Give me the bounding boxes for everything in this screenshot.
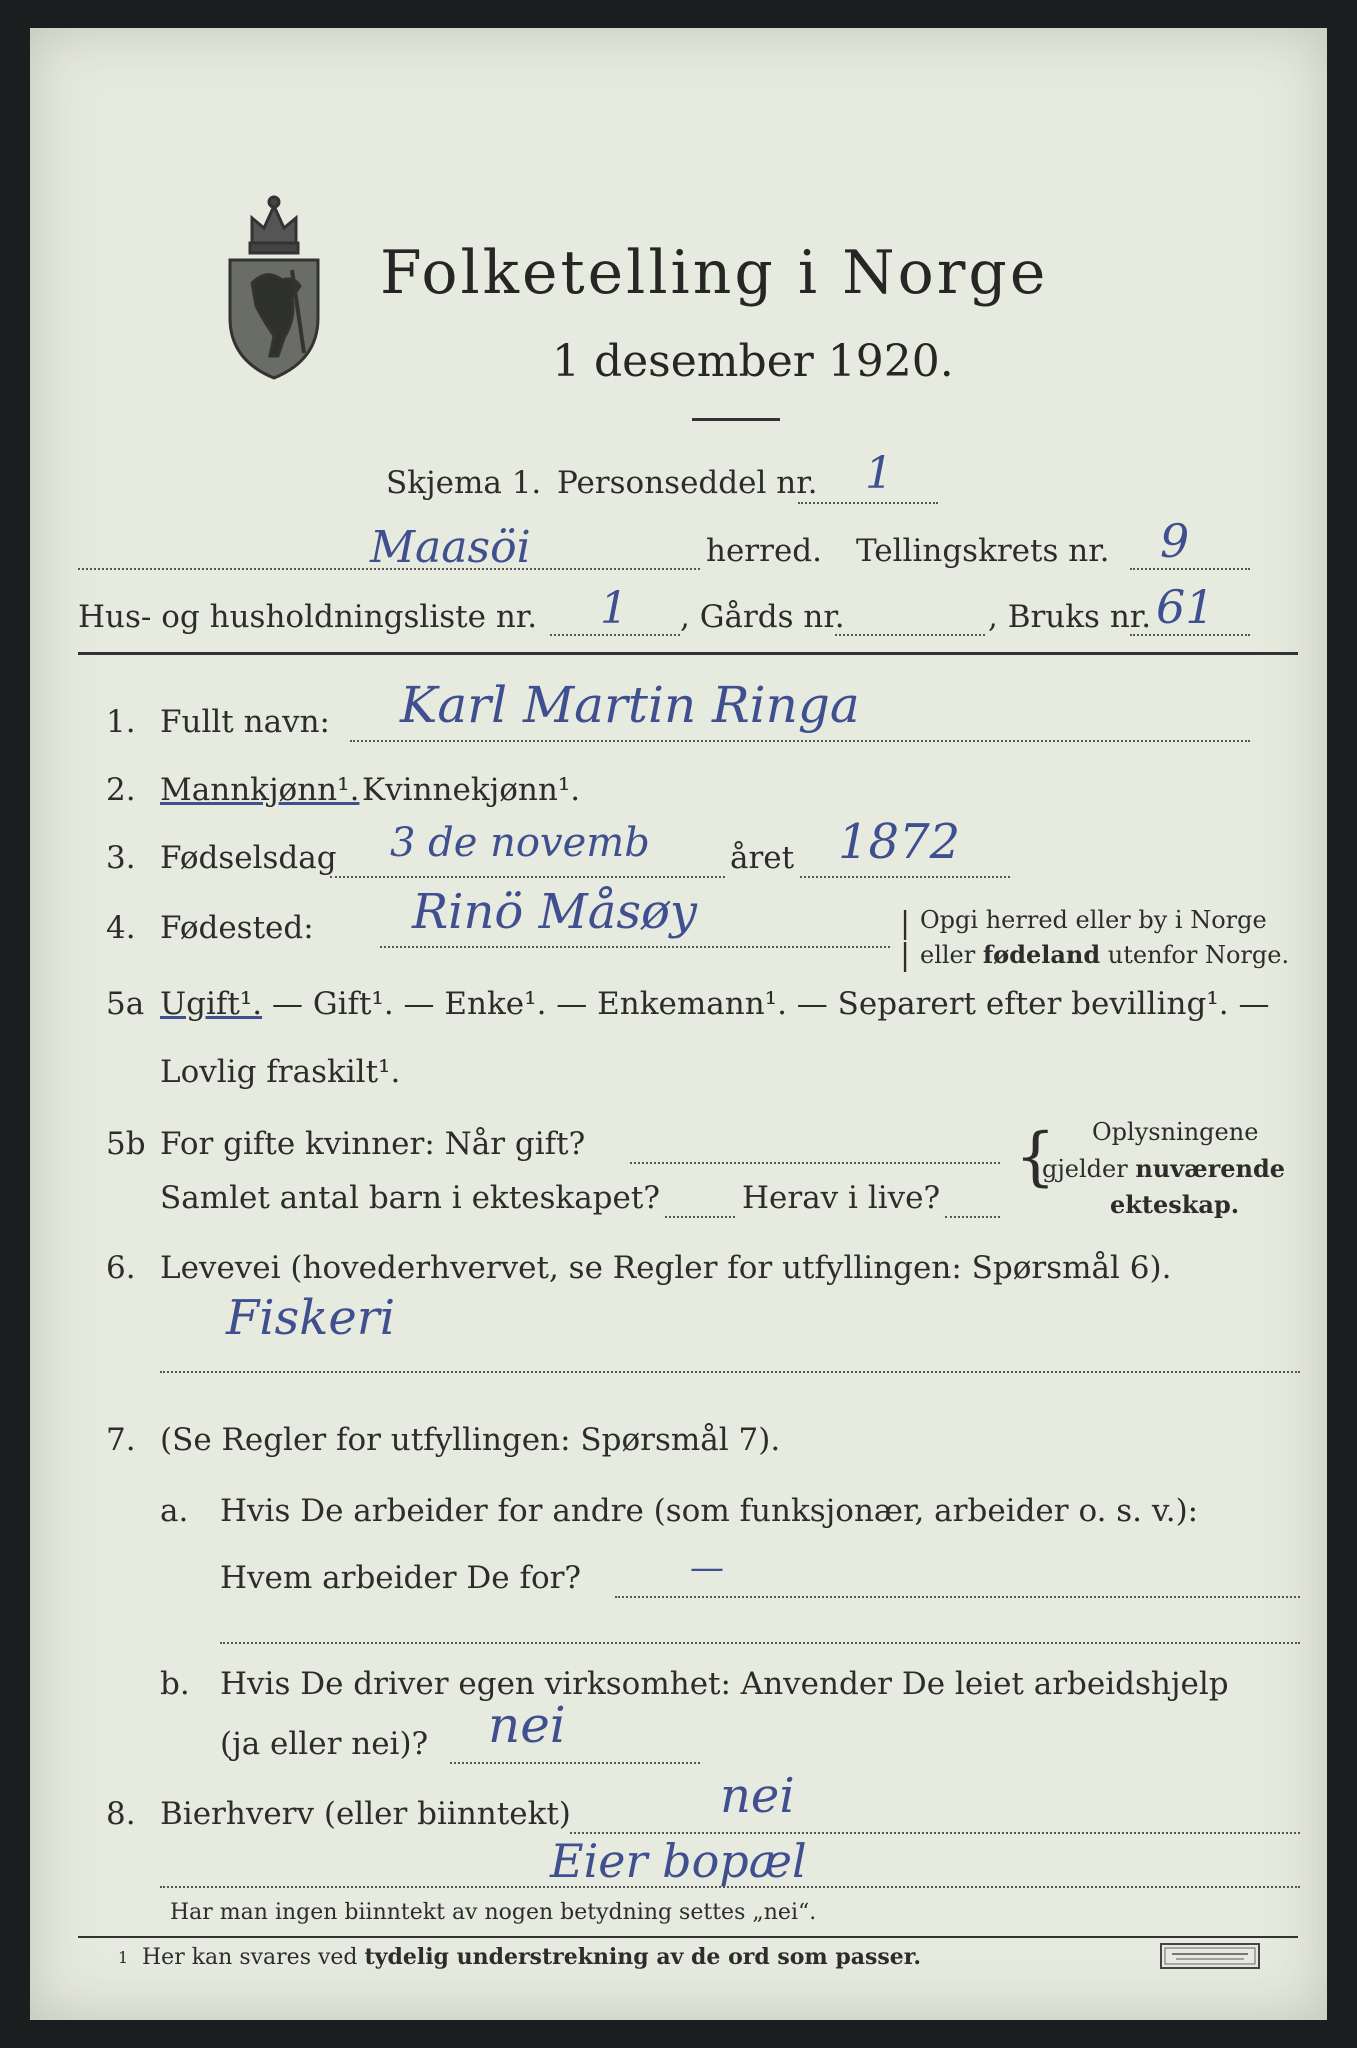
birthday-value[interactable]: 3 de novemb [390,820,650,866]
hus-label: Hus- og husholdningsliste nr. [78,599,538,635]
occupation-value[interactable]: Fiskeri [226,1290,396,1346]
q4-label: Fødested: [160,910,314,946]
q5b-note-2: gjelder nuværende [1042,1154,1286,1183]
side-income-value[interactable]: nei [720,1768,795,1824]
hus-value[interactable]: 1 [600,583,628,634]
q7b-line-2: (ja eller nei)? [220,1726,429,1762]
coat-of-arms-icon [222,188,327,383]
q5b-note-1: Oplysningene [1092,1118,1259,1146]
q5b-alive-label: Herav i live? [742,1180,941,1216]
divorced-option[interactable]: Lovlig fraskilt¹. [160,1054,401,1090]
birth-year-value[interactable]: 1872 [838,814,961,870]
schema-label: Skjema 1. [386,465,542,501]
q8-label: Bierhverv (eller biinntekt) [160,1796,571,1832]
personseddel-value[interactable]: 1 [865,448,893,499]
personseddel-label: Personseddel nr. [557,465,818,501]
q4-note-1: Opgi herred eller by i Norge [920,906,1267,934]
footnote-rule [78,1936,1298,1938]
employer-value[interactable]: — [690,1548,724,1588]
bruks-label: , Bruks nr. [988,599,1152,635]
q5b-brace: { [1015,1120,1056,1194]
census-date: 1 desember 1920. [552,336,954,387]
printer-stamp-icon [1160,1943,1260,1969]
form-title: Folketelling i Norge [380,238,1049,308]
bruks-value[interactable]: 61 [1156,580,1215,634]
q7-label: (Se Regler for utfyllingen: Spørsmål 7). [160,1422,781,1458]
herred-label: herred. [706,533,822,569]
unmarried-option[interactable]: Ugift¹. [160,986,263,1022]
female-option[interactable]: Kvinnekjønn¹. [362,772,581,808]
q4-note-2: eller fødeland utenfor Norge. [920,940,1290,969]
hired-help-value[interactable]: nei [488,1696,566,1754]
header-rule [78,652,1298,655]
title-divider [692,418,780,421]
gards-label: , Gårds nr. [680,599,845,635]
side-income-value-2[interactable]: Eier bopæl [550,1834,807,1888]
full-name-value[interactable]: Karl Martin Ringa [400,676,860,734]
q5a-line-1 [160,986,1269,1022]
q5b-line-1: For gifte kvinner: Når gift? [160,1126,586,1162]
birthplace-value[interactable]: Rinö Måsøy [412,884,697,940]
male-option[interactable]: Mannkjønn¹. [160,772,360,808]
q3-label: Fødselsdag [160,840,337,876]
q3-year-label: året [730,840,795,876]
q5b-note-3: ekteskap. [1110,1190,1240,1219]
q7a-line-1: Hvis De arbeider for andre (som funksjonær, arbeider o. s. v.): [220,1493,1199,1529]
q6-label: Levevei (hovederhvervet, se Regler for utfyllingen: Spørsmål 6). [160,1250,1172,1286]
herred-value[interactable]: Maasöi [370,522,531,573]
tellingskrets-label: Tellingskrets nr. [856,533,1110,569]
tellingskrets-value[interactable]: 9 [1160,514,1190,568]
q7b-line-1: Hvis De driver egen virksomhet: Anvender De leiet arbeidshjelp [220,1666,1229,1702]
marital-options[interactable]: — Gift¹. — Enke¹. — Enkemann¹. — Separert efter bevilling¹. — [262,986,1270,1022]
census-form: Folketelling i Norge 1 desember 1920. Skjema 1. Personseddel nr. 1 Maasöi herred. Tellingskrets nr. 9 Hus- og husholdningsliste nr. 1 , Gårds nr. , Bruks nr. 61 1. Fullt navn: Karl Martin Ringa 2. Mannkjønn¹. Kvinnekjønn¹. 3. Fødselsdag 3 de novemb året 1872 4. Fødested: Rinö Måsøy | | Opgi herred eller by i Norge eller fødeland utenfor Norge. 5a Ugift¹. — Gift¹. — Enke¹. — Enkemann¹. — Separert efter bevilling¹. — Lovlig fraskilt¹. 5b For gifte kvinner: Når gift? Samlet antal barn i ekteskapet? Herav i live? { Oplysningene gjelder nuværende ekteskap. 6. Levevei (hovederhvervet, se Regler for utfyllingen: Spørsmål 6). Fiskeri 7. (Se Regler for utfyllingen: Spørsmål 7). a. Hvis De arbeider for andre (som funksjonær, arbeider o. s. v.): Hvem arbeider De for? — b. Hvis De driver egen virksomhet: Anvender De leiet arbeidshjelp (ja eller nei)? nei 8. Bierhverv (eller biinntekt) nei Eier bopæl Har man ingen biinntekt av nogen betydning settes „nei“. 1 Her kan svares ved tydelig understrekning av de ord som passer. [30,28,1327,2020]
q1-label: Fullt navn: [160,704,330,740]
footnote-text: Her kan svares ved tydelig understrekning av de ord som passer. [142,1944,922,1970]
q5b-children-label: Samlet antal barn i ekteskapet? [160,1180,660,1216]
q7a-line-2: Hvem arbeider De for? [220,1560,582,1596]
note-text: Har man ingen biinntekt av nogen betydning settes „nei“. [170,1900,817,1925]
